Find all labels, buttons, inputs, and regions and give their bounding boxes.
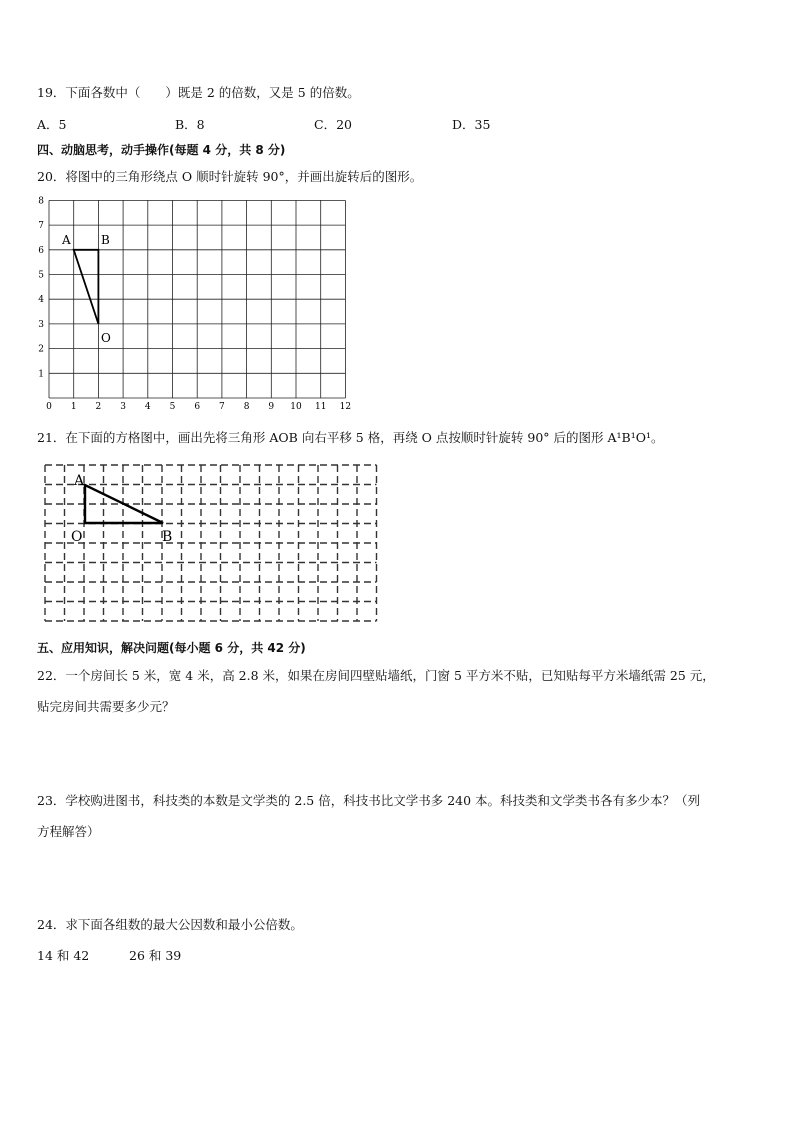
q20-label-o: O (101, 331, 111, 345)
q20-y-tick-label: 2 (38, 344, 44, 355)
q21-label-a: A (74, 473, 85, 489)
section-4-heading: 四、动脑思考，动手操作(每题 4 分，共 8 分) (37, 143, 286, 157)
q24-pair-2: 26 和 39 (129, 948, 182, 963)
q20-triangle-shape (74, 250, 99, 324)
q20-label-b: B (101, 233, 110, 247)
q20-x-axis-ticks (46, 402, 351, 412)
q20-x-tick-label: 10 (290, 402, 302, 412)
q19-option-c: C．20 (314, 117, 352, 132)
q20-y-tick-label: 7 (38, 221, 44, 232)
question-23-line2: 方程解答） (37, 824, 100, 839)
q20-y-tick-label: 4 (38, 295, 44, 306)
q20-y-tick-label: 6 (38, 245, 44, 256)
q20-x-tick-label: 11 (314, 402, 327, 412)
q20-y-tick-label: 3 (38, 319, 44, 330)
q20-x-tick-label: 9 (268, 402, 275, 412)
q20-x-tick-label: 7 (219, 402, 225, 412)
q21-triangle-aob (85, 485, 163, 523)
q20-x-tick-label: 1 (70, 402, 77, 412)
q20-x-tick-label: 4 (144, 402, 151, 412)
q20-y-axis-ticks (38, 196, 44, 379)
q20-x-tick-label: 12 (339, 402, 352, 412)
q20-x-tick-label: 8 (243, 402, 250, 412)
question-22-line2: 贴完房间共需要多少元？ (37, 699, 175, 714)
question-22-line1: 22．一个房间长 5 米，宽 4 米，高 2.8 米，如果在房间四壁贴墙纸，门窗 5 平方米不贴，已知贴每平方米墙纸需 25 元， (37, 668, 715, 683)
question-21-text: 21．在下面的方格图中，画出先将三角形 AOB 向右平移 5 格，再绕 O 点按顺时针旋转 90° 后的图形 A¹B¹O¹。 (37, 430, 664, 445)
question-23-line1: 23．学校购进图书，科技类的本数是文学类的 2.5 倍，科技书比文学书多 240 本。科技类和文学类书各有多少本？（列 (37, 793, 701, 808)
q20-label-a: A (62, 233, 71, 247)
q20-x-tick-label: 6 (194, 402, 201, 412)
q20-x-tick-label: 2 (95, 402, 102, 412)
section-5-heading: 五、应用知识，解决问题(每小题 6 分，共 42 分) (37, 641, 306, 655)
question-24-text: 24．求下面各组数的最大公因数和最小公倍数。 (37, 917, 303, 932)
q19-option-a: A．5 (37, 117, 67, 132)
q21-label-o: O (71, 529, 83, 545)
q20-grid-lines (49, 200, 345, 398)
q20-x-tick-label: 3 (120, 402, 126, 412)
q21-dashed-grid (45, 465, 377, 621)
q20-y-tick-label: 1 (38, 369, 44, 380)
q20-x-tick-label: 0 (46, 402, 52, 412)
q19-option-b: B．8 (175, 117, 205, 132)
question-20-text: 20．将图中的三角形绕点 O 顺时针旋转 90°，并画出旋转后的图形。 (37, 169, 423, 184)
q21-label-b: B (162, 529, 173, 545)
q20-y-tick-label: 5 (38, 270, 44, 281)
q20-y-tick-label: 8 (38, 196, 44, 207)
question-19-text: 19．下面各数中（ ）既是 2 的倍数，又是 5 的倍数。 (37, 85, 360, 100)
q24-pair-1: 14 和 42 (37, 948, 90, 963)
q20-triangle-aob (74, 250, 99, 324)
q20-x-tick-label: 5 (169, 402, 176, 412)
q19-option-d: D．35 (452, 117, 491, 132)
